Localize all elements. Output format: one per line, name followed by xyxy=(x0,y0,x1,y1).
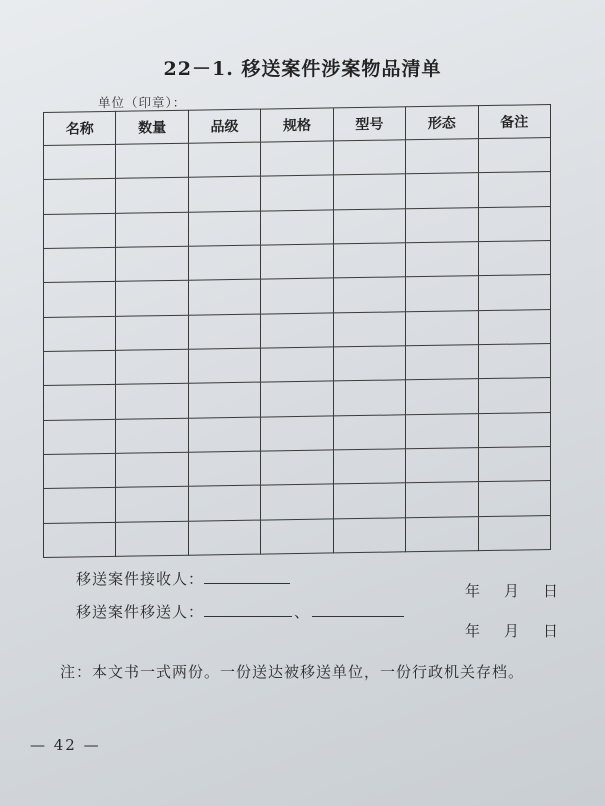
table-cell[interactable] xyxy=(478,343,550,378)
table-cell[interactable] xyxy=(406,207,478,242)
header-quantity: 数量 xyxy=(116,110,188,144)
table-cell[interactable] xyxy=(261,141,333,176)
table-cell[interactable] xyxy=(333,517,405,553)
table-cell[interactable] xyxy=(333,414,405,449)
table-cell[interactable] xyxy=(188,417,260,452)
table-cell[interactable] xyxy=(333,243,405,278)
table-cell[interactable] xyxy=(261,381,333,416)
table-cell[interactable] xyxy=(261,313,333,348)
table-cell[interactable] xyxy=(478,515,550,551)
table-cell[interactable] xyxy=(44,488,116,523)
transferor-date xyxy=(465,620,558,641)
table-cell[interactable] xyxy=(188,142,260,177)
table-cell[interactable] xyxy=(406,448,478,483)
transferor-blank-1[interactable] xyxy=(204,602,292,617)
receiver-signature-line xyxy=(76,568,290,589)
table-cell[interactable] xyxy=(188,245,260,280)
table-cell[interactable] xyxy=(116,212,188,247)
transferor-blank-2[interactable] xyxy=(312,602,404,617)
table-cell[interactable] xyxy=(44,144,116,179)
inventory-table-body xyxy=(44,138,551,558)
table-cell[interactable] xyxy=(478,206,550,241)
table-cell[interactable] xyxy=(261,347,333,382)
table-row xyxy=(44,515,551,557)
table-cell[interactable] xyxy=(406,516,478,552)
table-cell[interactable] xyxy=(333,140,405,175)
table-cell[interactable] xyxy=(116,178,188,213)
table-cell[interactable] xyxy=(44,453,116,488)
table-cell[interactable] xyxy=(261,244,333,279)
table-cell[interactable] xyxy=(44,179,116,214)
table-cell[interactable] xyxy=(44,316,116,351)
transferor-label: 移送案件移送人： xyxy=(76,603,205,621)
table-cell[interactable] xyxy=(406,276,478,311)
header-remarks: 备注 xyxy=(478,105,550,139)
receiver-label: 移送案件接收人： xyxy=(76,570,205,588)
table-cell[interactable] xyxy=(44,522,116,558)
table-cell[interactable] xyxy=(188,520,260,556)
receiver-date xyxy=(465,580,558,601)
table-cell[interactable] xyxy=(44,385,116,420)
unit-seal-label: 单位（印章）： xyxy=(98,95,187,110)
table-cell[interactable] xyxy=(406,173,478,208)
table-cell[interactable] xyxy=(406,242,478,277)
receiver-date-year: 年 xyxy=(465,582,481,600)
table-cell[interactable] xyxy=(116,281,188,316)
table-cell[interactable] xyxy=(478,446,550,481)
table-cell[interactable] xyxy=(116,143,188,178)
transferor-signature-line xyxy=(76,601,404,622)
table-cell[interactable] xyxy=(478,275,550,310)
document-note: 注：本文书一式两份。一份送达被移送单位，一份行政机关存档。 xyxy=(60,663,525,681)
header-specification: 规格 xyxy=(261,108,333,142)
table-cell[interactable] xyxy=(478,241,550,276)
table-cell[interactable] xyxy=(188,485,260,520)
page-number: — 42 — xyxy=(30,736,101,754)
table-cell[interactable] xyxy=(44,350,116,385)
receiver-date-month: 月 xyxy=(504,582,520,600)
table-cell[interactable] xyxy=(116,349,188,384)
receiver-blank[interactable] xyxy=(204,569,290,584)
table-cell[interactable] xyxy=(478,481,550,516)
header-grade: 品级 xyxy=(188,109,260,143)
table-cell[interactable] xyxy=(478,172,550,207)
table-cell[interactable] xyxy=(44,247,116,282)
header-form: 形态 xyxy=(406,106,478,140)
table-cell[interactable] xyxy=(44,282,116,317)
table-cell[interactable] xyxy=(333,449,405,484)
table-cell[interactable] xyxy=(406,413,478,448)
receiver-date-day: 日 xyxy=(543,582,559,600)
table-cell[interactable] xyxy=(261,519,333,555)
table-cell[interactable] xyxy=(44,419,116,454)
table-cell[interactable] xyxy=(116,486,188,521)
table-cell[interactable] xyxy=(333,380,405,415)
table-cell[interactable] xyxy=(333,483,405,518)
table-cell[interactable] xyxy=(188,211,260,246)
table-cell[interactable] xyxy=(261,484,333,519)
table-cell[interactable] xyxy=(44,213,116,248)
transferor-date-day: 日 xyxy=(543,622,559,640)
table-cell[interactable] xyxy=(333,208,405,243)
table-cell[interactable] xyxy=(116,418,188,453)
inventory-table xyxy=(43,104,551,558)
table-cell[interactable] xyxy=(116,521,188,557)
document-title: 22－1. 移送案件涉案物品清单 xyxy=(163,58,442,80)
table-cell[interactable] xyxy=(478,138,550,173)
table-cell[interactable] xyxy=(333,174,405,209)
table-cell[interactable] xyxy=(406,310,478,345)
table-cell[interactable] xyxy=(188,451,260,486)
table-cell[interactable] xyxy=(116,246,188,281)
table-cell[interactable] xyxy=(116,452,188,487)
table-cell[interactable] xyxy=(478,412,550,447)
table-cell[interactable] xyxy=(261,278,333,313)
table-cell[interactable] xyxy=(406,482,478,517)
table-cell[interactable] xyxy=(333,277,405,312)
inventory-table-wrapper xyxy=(43,104,551,558)
table-cell[interactable] xyxy=(261,175,333,210)
table-cell[interactable] xyxy=(478,378,550,413)
table-cell[interactable] xyxy=(188,382,260,417)
table-cell[interactable] xyxy=(188,176,260,211)
table-cell[interactable] xyxy=(261,416,333,451)
header-model: 型号 xyxy=(333,107,405,141)
table-cell[interactable] xyxy=(333,346,405,381)
table-cell[interactable] xyxy=(116,384,188,419)
transferor-date-month: 月 xyxy=(504,622,520,640)
table-cell[interactable] xyxy=(261,210,333,245)
table-cell[interactable] xyxy=(116,315,188,350)
transferor-separator: 、 xyxy=(294,603,311,621)
table-cell[interactable] xyxy=(188,314,260,349)
table-cell[interactable] xyxy=(406,139,478,174)
table-cell[interactable] xyxy=(406,345,478,380)
table-cell[interactable] xyxy=(261,450,333,485)
table-cell[interactable] xyxy=(478,309,550,344)
header-name: 名称 xyxy=(44,111,116,145)
table-cell[interactable] xyxy=(188,279,260,314)
table-cell[interactable] xyxy=(333,311,405,346)
table-cell[interactable] xyxy=(406,379,478,414)
table-cell[interactable] xyxy=(188,348,260,383)
transferor-date-year: 年 xyxy=(465,622,481,640)
